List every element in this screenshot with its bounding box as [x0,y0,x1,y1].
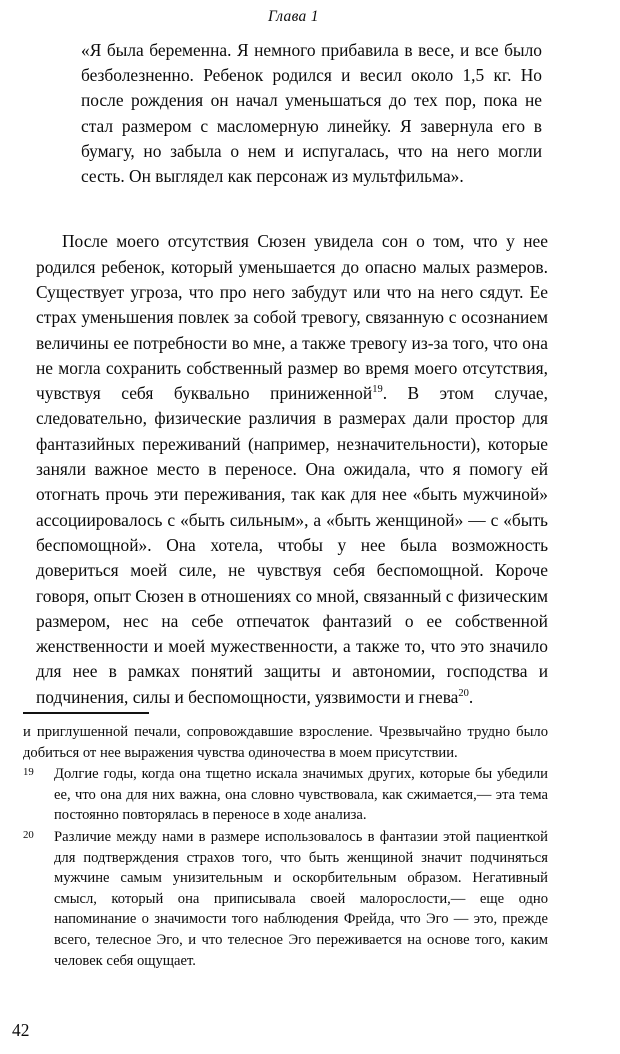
footnote-number-20: 20 [23,828,34,841]
body-text-part-1: После моего отсутствия Сюзен увидела сон о том, что у нее родился ребенок, который уменьшается до опасно малых размеров. Существует угроза, что про него забудут или что на него сядут. Ее страх уменьшения повлек за собой тревогу, связанную с осознанием величины ее потребности во мне, а также тревогу из-за того, что она не могла сохранить собственный размер во время моего отсутствия, чувствуя себя буквально приниженной [36,231,548,404]
footnote-continuation-text: и приглушенной печали, сопровождавшие взросление. Чрезвычайно трудно было добиться от нее выражения чувства одиночества в моем присутствии. [23,724,548,761]
body-text-part-2: . В этом случае, следовательно, физические различия в размерах дали простор для фантазийных переживаний (например, незначительности), которые заняли важное место в переносе. Она ожидала, что я помогу ей отогнать прочь эти переживания, так как для нее «быть мужчиной» ассоциировалось с «быть сильным», а «быть женщиной» — с «быть беспомощной». Она хотела, чтобы у нее была возможность довериться моей силе, не чувствуя себя беспомощной. Короче говоря, опыт Сюзен в отношениях со мной, связанный с физическим размером, нес на себе отпечаток фантазий о ее собственной женственности и моей мужественности, а также то, что это значило для нее в рамках понятий защиты и автономии, господства и подчинения, силы и беспомощности, уязвимости и гнева [36,383,548,707]
footnote-marker-19[interactable]: 19 [372,384,383,396]
running-head-chapter: Глава 1 [268,8,319,25]
footnote-text-19: Долгие годы, когда она тщетно искала значимых других, которые бы убедили ее, что она для них важна, она словно чувствовала, как сжимается,— эта тема постоянно повторялась в переносе в ходе анализа. [54,766,548,824]
page-number: 42 [12,1020,30,1040]
footnote-entry-19 [23,764,548,826]
footnote-number-19: 19 [23,766,34,779]
footnote-text-20: Различие между нами в размере использовалось в фантазии этой пациенткой для подтверждения страхов того, что быть женщиной значит подчиняться мужчине самым унизительным и оскорбительным образом. Негативный смысл, который она приписывала своей малорослости,— еще одно напоминание о значимости того наблюдения Фрейда, что Эго — это, прежде всего, телесное Эго, и что телесное Эго переживается на основе того, каким человек себя ощущает. [54,828,548,969]
footnote-separator-rule [23,712,149,714]
body-paragraph [36,229,548,710]
footnote-marker-20[interactable]: 20 [458,687,469,699]
patient-quotation-block: «Я была беременна. Я немного прибавила в весе, и все было безболезненно. Ребенок родился и весил около 1,5 кг. Но после рождения он начал уменьшаться до тех пор, пока не стал размером с масломерную линейку. Я завернула его в бумагу, но забыла о нем и испугалась, что на него могли сесть. Он выглядел как персонаж из мультфильма». [81,40,542,187]
footnote-entry-20 [23,827,548,971]
body-text-part-3: . [468,686,474,707]
footnote-section [23,722,548,971]
